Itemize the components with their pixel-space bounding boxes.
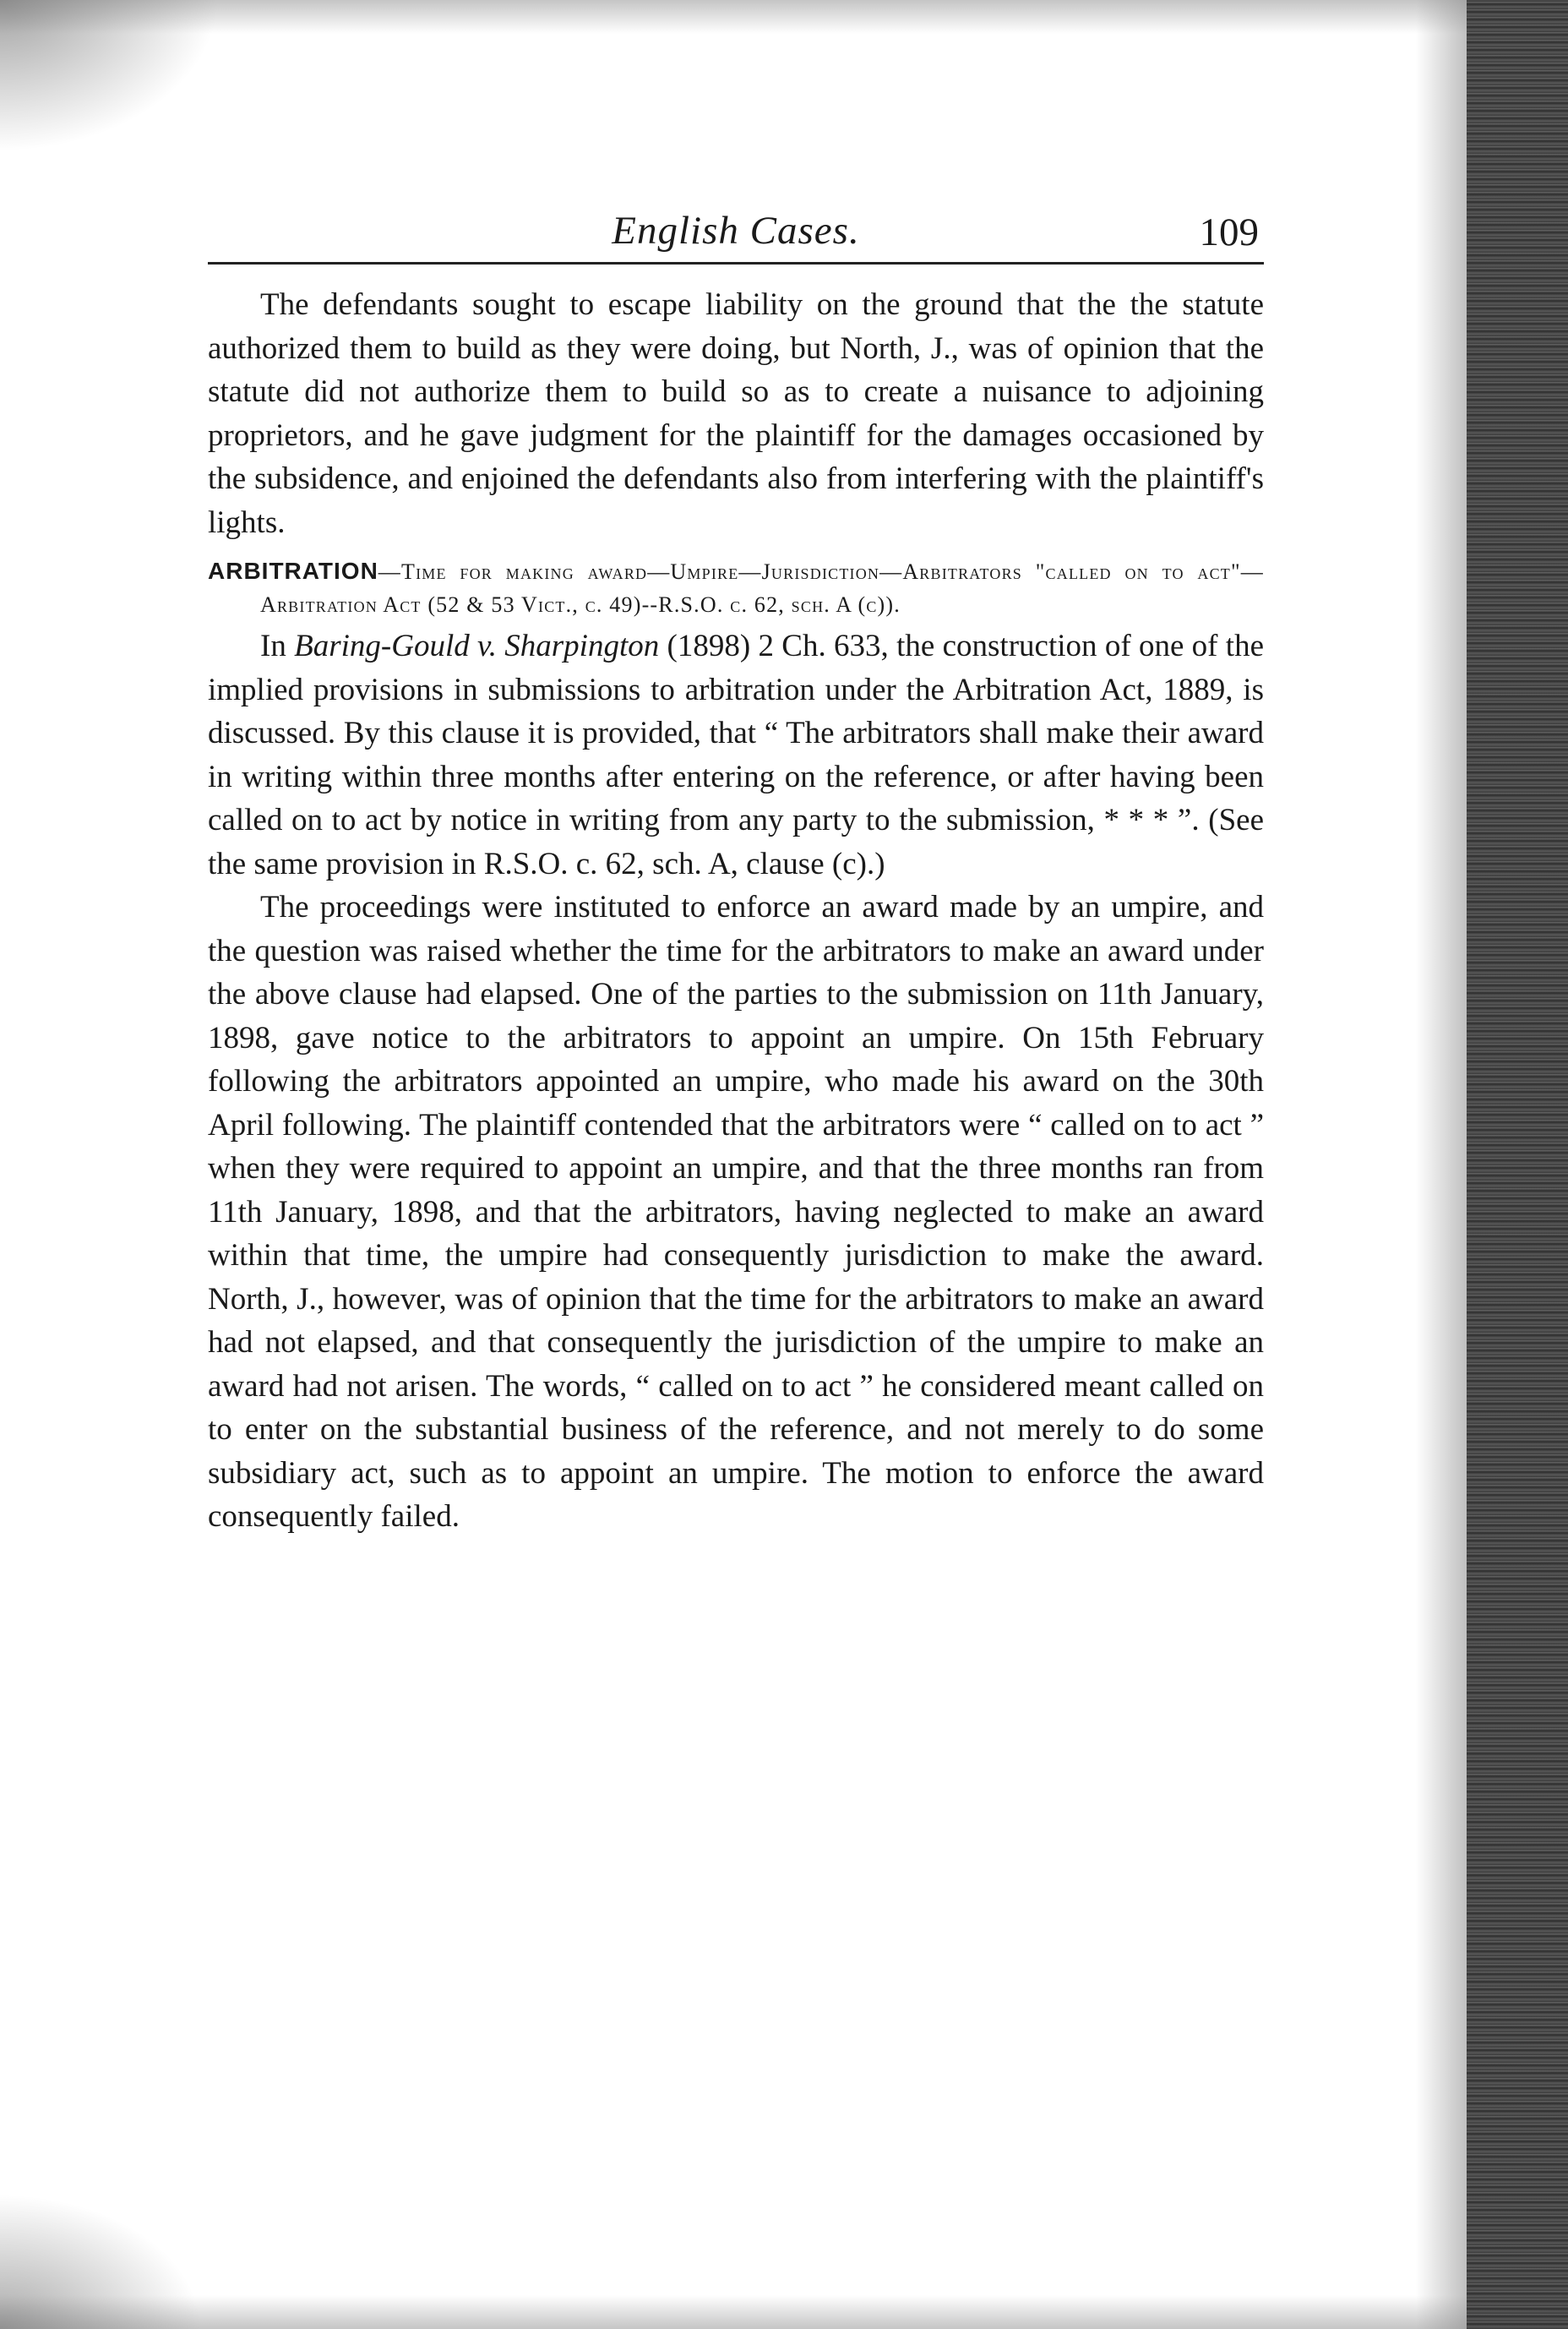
paragraph-defendants-liability: The defendants sought to escape liability on the ground that the the statute authorized them to build as they were doing, but North, J., was of opinion that the statute did not authorize them to build so as to create a nuisance to adjoining proprietors, and he gave judgment for the plaintiff for the damages occasioned by the subsidence, and enjoined the defendants also from interfering with the plaintiff's lights. xyxy=(208,287,1264,540)
paragraph-proceedings: The proceedings were instituted to enforce an award made by an umpire, and the question was raised whether the time for the arbitrators to make an award under the above clause had elapsed. One of the parties to the submission on 11th January, 1898, gave notice to the arbitrators to appoint an umpire. On 15th February following the arbitrators appointed an umpire, who made his award on the 30th April following. The plaintiff contended that the arbitrators were “ called on to act ” when they were required to appoint an umpire, and that the three months ran from 11th January, 1898, and that the arbitrators, having neglected to make an award within that time, the umpire had consequently jurisdiction to make the award. North, J., however, was of opinion that the time for the arbitrators to make an award had not elapsed, and that consequently the jurisdiction of the umpire to make an award had not arisen. The words, “ called on to act ” he considered meant called on to enter on the substantial business of the reference, and not merely to do some subsidiary act, such as to appoint an umpire. The motion to enforce the award consequently failed. xyxy=(208,890,1264,1534)
scan-edge-right xyxy=(1467,0,1568,2329)
scan-corner-shadow xyxy=(0,2194,203,2329)
page-number: 109 xyxy=(1199,210,1259,254)
running-title: English Cases. xyxy=(612,209,860,253)
case-discussion: (1898) 2 Ch. 633, the construction of one of the implied provisions in submissions to arbitration under the Arbitration Act, 1889, is discussed. By this clause it is provided, that “ The arbitrators shall make their award in writing within three months after entering on the reference, or after having been called on to act by notice in writing from any party to the submission, * * * ”. (See the same provision in R.S.O. c. 62, sch. A, clause (c).) xyxy=(208,629,1264,881)
arbitration-headnote xyxy=(208,554,1264,621)
paragraph-lead: In xyxy=(260,629,295,663)
scan-edge-fade xyxy=(1416,0,1467,2329)
scan-corner-shadow xyxy=(0,0,220,152)
headnote-subject: ARBITRATION xyxy=(208,558,378,584)
case-name: Baring-Gould v. Sharpington xyxy=(294,629,660,663)
scan-edge-bottom xyxy=(0,2295,1467,2329)
running-head xyxy=(208,203,1264,265)
headnote-text: —Time for making award—Umpire—Jurisdiction—Arbitrators "called on to act"—Arbitration Act (52 & 53 Vict., c. 49)--R.S.O. c. 62, sch. A (c)). xyxy=(260,559,1264,617)
book-page xyxy=(208,203,1264,1539)
scan-edge-top xyxy=(0,0,1467,34)
paragraph-baring-gould xyxy=(208,625,1264,886)
